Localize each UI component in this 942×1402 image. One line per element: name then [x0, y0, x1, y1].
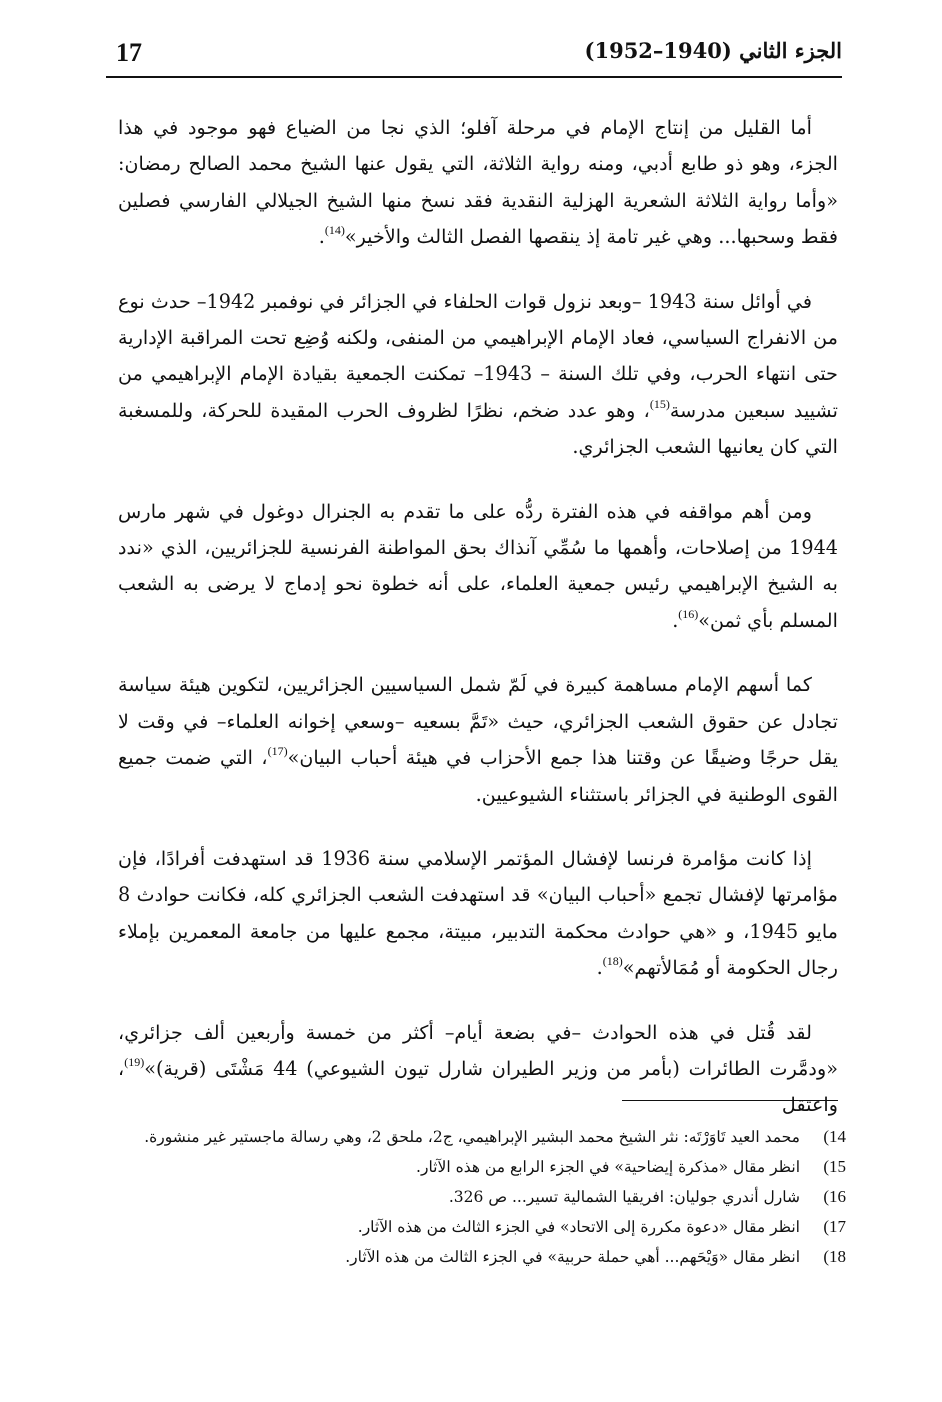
header-divider — [106, 76, 842, 78]
footnote-number: 14) — [823, 1127, 846, 1146]
footnote-number: 18) — [823, 1247, 846, 1266]
footnote-text: شارل أندري جوليان: افريقيا الشمالية تسير... ص 326. — [448, 1188, 800, 1206]
paragraph: أما القليل من إنتاج الإمام في مرحلة آفلو؛ الذي نجا من الضياع فهو موجود في هذا الجزء، وهو ذو طابع أدبي، ومنه رواية الثلاثة، التي يقول عنها الشيخ محمد الصالح رمضان: «وأما رواية الثلاثة الشعرية الهزلية النقدية فقد نسخ منها الشيخ الجيلالي الفارسي فصلين فقط وسحبها... وهي غير تامة إذ ينقصها الفصل الثالث والأخير»$^{(14)}$. — [118, 116, 838, 249]
footnote — [118, 1242, 846, 1272]
footnote-number: 17) — [823, 1217, 846, 1236]
running-title: الجزء الثاني (1940–1952) — [584, 38, 842, 63]
footnote-number: 15) — [823, 1157, 846, 1176]
footnote — [118, 1182, 846, 1212]
footnote-number: 16) — [823, 1187, 846, 1206]
paragraph: ومن أهم مواقفه في هذه الفترة ردُّه على ما تقدم به الجنرال دوغول في شهر مارس 1944 من إصلاحات، وأهمها ما سُمِّي آنذاك بحق المواطنة الفرنسية للجزائريين، الذي «ندد به الشيخ الإبراهيمي رئيس جمعية العلماء، على أنه خطوة نحو إدماج لا يرضى به الشعب المسلم بأي ثمن»$^{(16)}$. — [118, 499, 838, 632]
footnote — [118, 1152, 846, 1182]
footnotes — [118, 1122, 846, 1272]
footnote-ref: (15) — [649, 396, 670, 411]
footnote-ref: (17) — [267, 744, 288, 759]
page-header — [106, 38, 842, 74]
footnote — [118, 1122, 846, 1152]
footnote-ref: (16) — [678, 606, 699, 621]
footnote-ref: (19) — [124, 1054, 145, 1069]
footnote-text: انظر مقال «وَيْحَهم... أهي حملة حربية» في الجزء الثالث من هذه الآثار. — [345, 1248, 800, 1266]
footnote-divider — [622, 1100, 838, 1101]
page-number: 17 — [116, 38, 142, 67]
paragraph: في أوائل سنة 1943 –وبعد نزول قوات الحلفاء في الجزائر في نوفمبر 1942– حدث نوع من الانفراج السياسي، فعاد الإمام الإبراهيمي من المنفى، ولكنه وُضِع تحت المراقبة الإدارية حتى انتهاء الحرب، وفي تلك السنة – 1943– تمكنت الجمعية بقيادة الإمام الإبراهيمي من تشييد سبعين مدرسة$^{(15)}$، وهو عدد ضخم، نظرًا لظروف الحرب المقيدة للحركة، وللمسغبة التي كان يعانيها الشعب الجزائري. — [118, 289, 839, 459]
footnote-text: انظر مقال «مذكرة إيضاحية» في الجزء الرابع من هذه الآثار. — [416, 1158, 800, 1176]
footnote-ref: (14) — [324, 223, 345, 238]
body-text — [118, 110, 838, 1124]
paragraph: إذا كانت مؤامرة فرنسا لإفشال المؤتمر الإسلامي سنة 1936 قد استهدفت أفرادًا، فإن مؤامرتها لإفشال تجمع «أحباب البيان» قد استهدفت الشعب الجزائري كله، فكانت حوادث 8 مايو 1945، و «هي حوادث محكمة التدبير، مبيتة، مجمع عليها من جامعة المعمرين بإملاء رجال الحكومة أو مُمَالأتهم»$^{(18)}$. — [118, 846, 838, 980]
footnote-text: محمد العيد تَاوَرْتَه: نثر الشيخ محمد البشير الإبراهيمي، ج2، ملحق 2، وهي رسالة ماجستير غير منشورة. — [144, 1128, 800, 1146]
footnote — [118, 1212, 846, 1242]
footnote-text: انظر مقال «دعوة مكررة إلى الاتحاد» في الجزء الثالث من هذه الآثار. — [357, 1218, 800, 1236]
footnote-ref: (18) — [602, 954, 623, 969]
paragraph: لقد قُتل في هذه الحوادث –في بضعة أيام– أكثر من خمسة وأربعين ألف جزائري، «ودمَّرت الطائرات (بأمر من وزير الطيران شارل تيون الشيوعي) 44 مَشْتَى (قرية)»$^{(19)}$، واعتقل — [118, 1020, 838, 1117]
paragraph: كما أسهم الإمام مساهمة كبيرة في لَمّ شمل السياسيين الجزائريين، لتكوين هيئة سياسة تجادل عن حقوق الشعب الجزائري، حيث «تَمَّ بسعيه –وسعي إخوانه العلماء– في وقت لا يقل حرجًا وضيقًا عن وقتنا هذا جمع الأحزاب في هيئة أحباب البيان»$^{(17)}$، التي ضمت جميع القوى الوطنية في الجزائر باستثناء الشيوعيين. — [118, 673, 839, 806]
